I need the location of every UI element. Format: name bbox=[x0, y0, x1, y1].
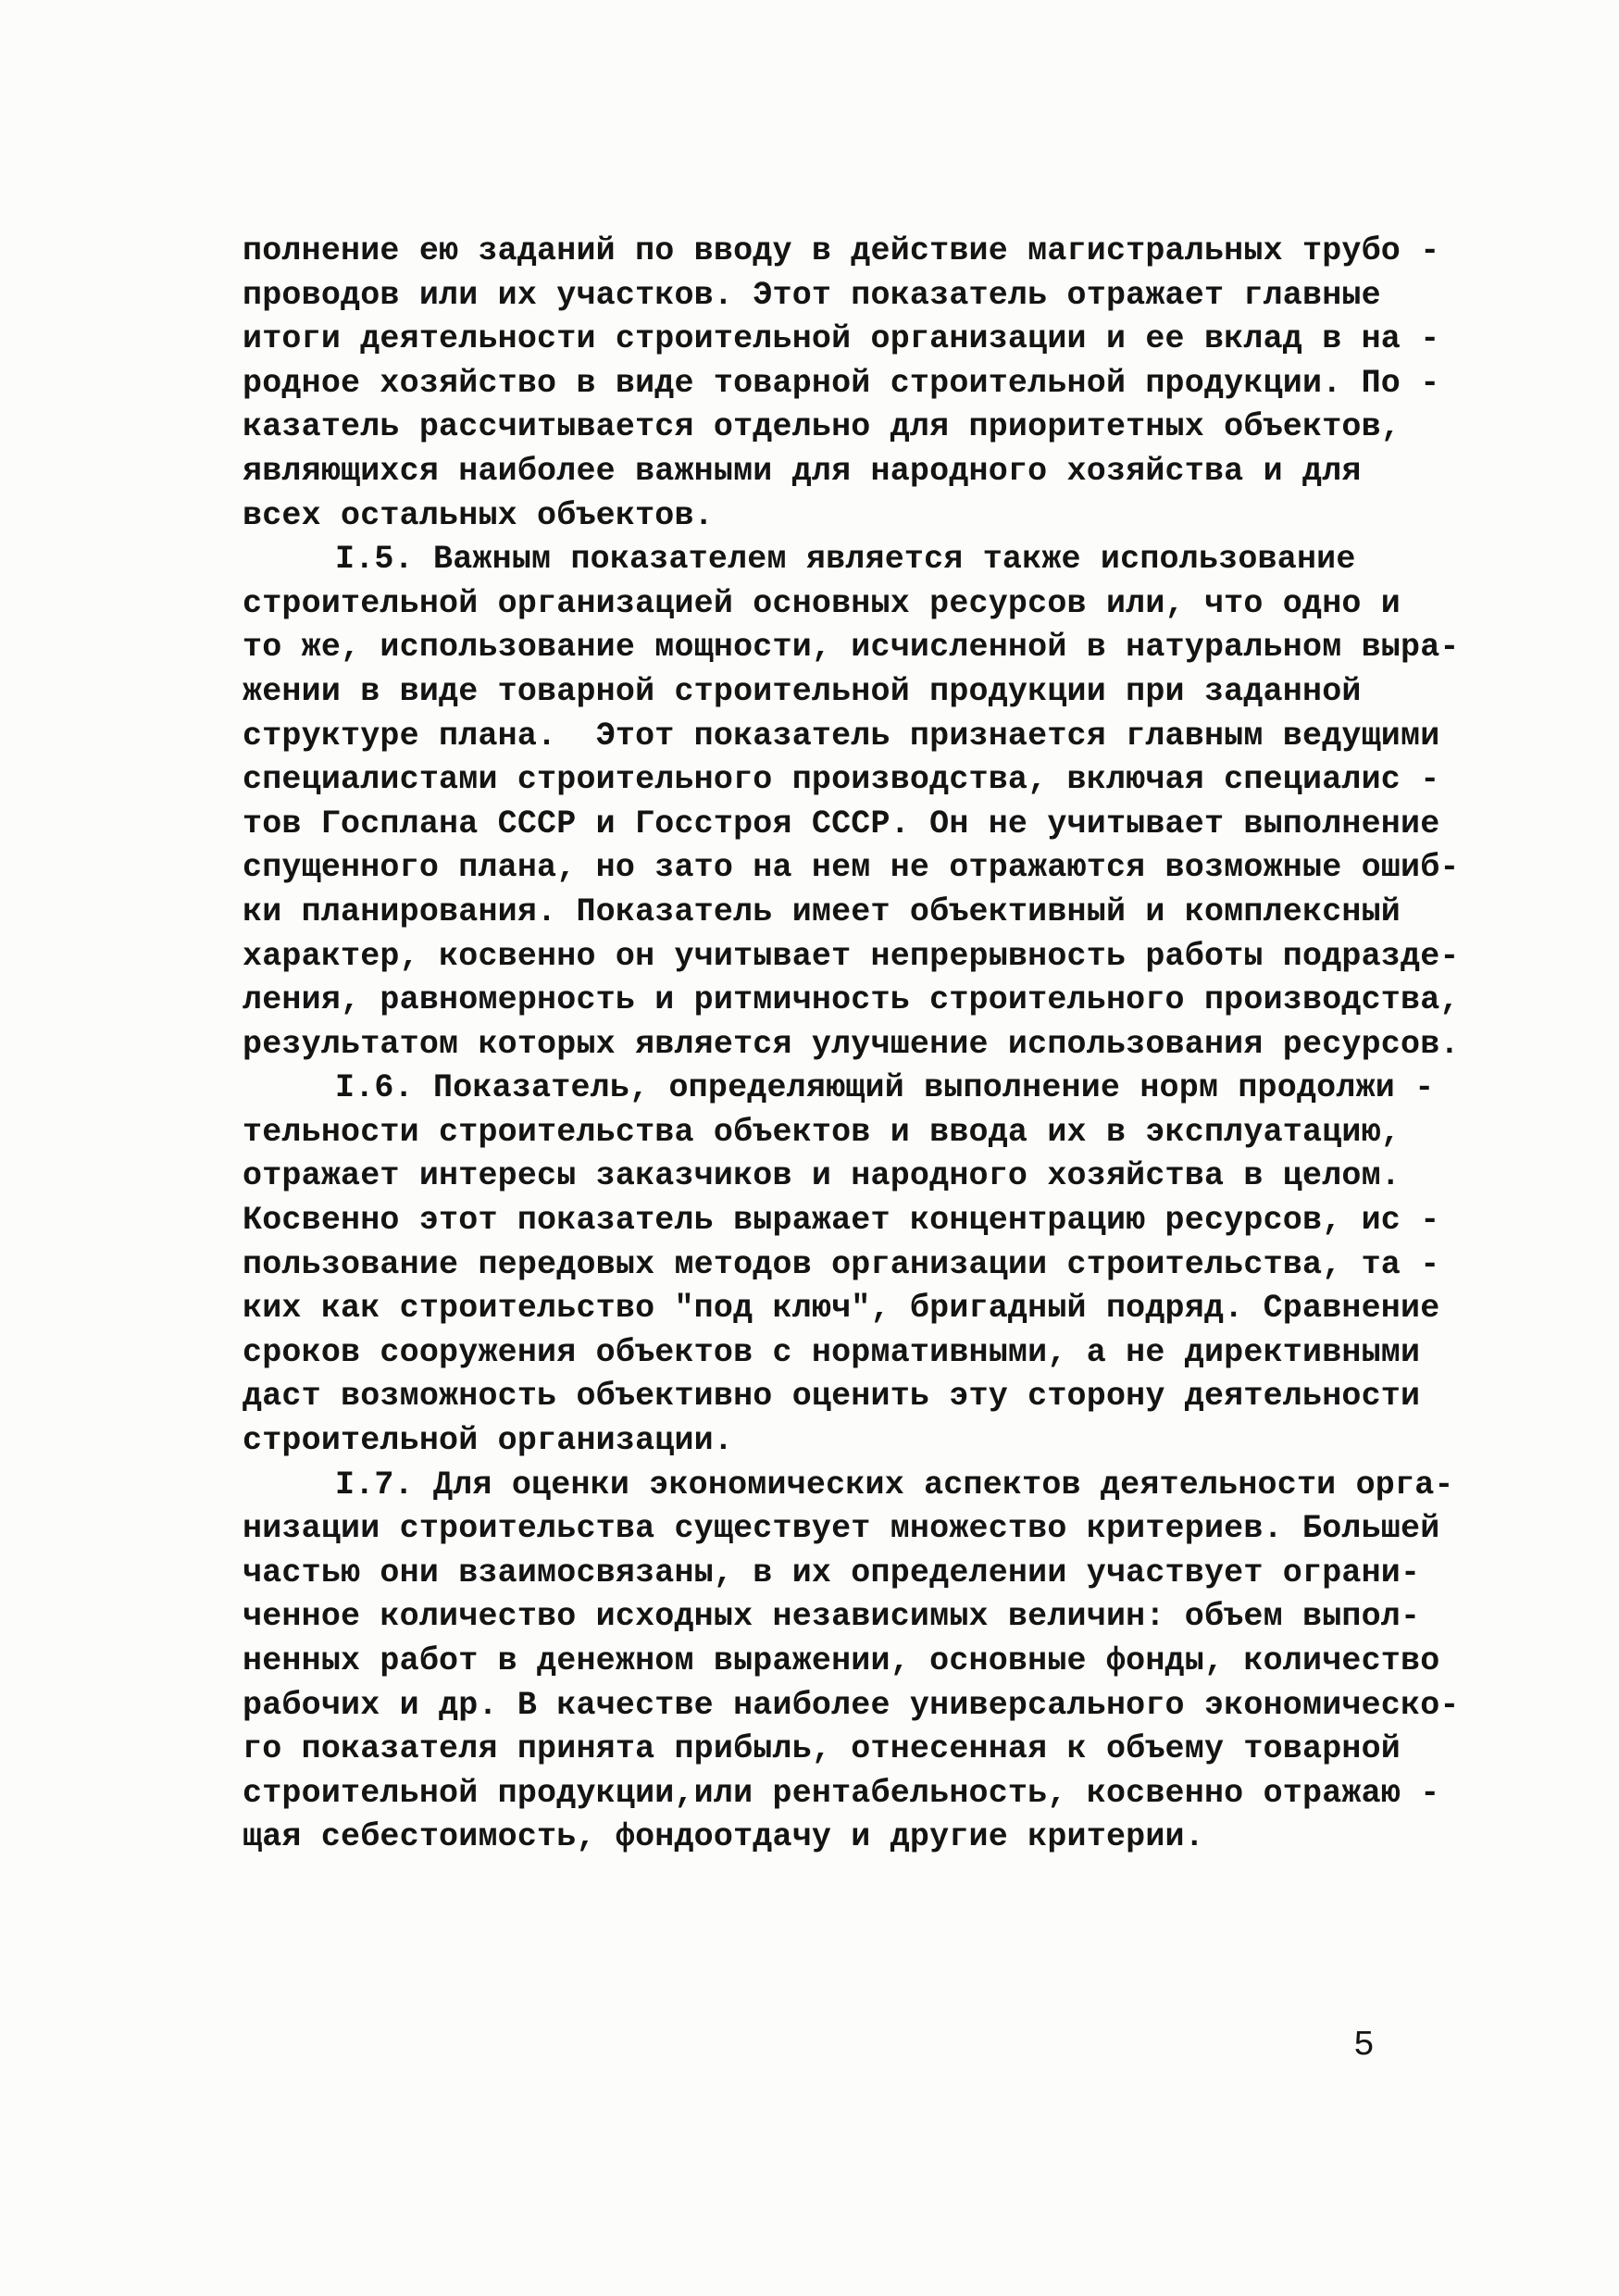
text-line: строительной организацией основных ресурсов или, что одно и bbox=[243, 584, 1401, 622]
text-line: жении в виде товарной строительной продукции при заданной bbox=[243, 672, 1362, 710]
text-line: ненных работ в денежном выражении, основные фонды, количество bbox=[243, 1642, 1440, 1679]
text-line: спущенного плана, но зато на нем не отражаются возможные ошиб- bbox=[243, 849, 1460, 887]
text-line: сроков сооружения объектов с нормативными, а не директивными bbox=[243, 1333, 1421, 1371]
body-text bbox=[243, 230, 1460, 1860]
text-line: являющихся наиболее важными для народного хозяйства и для bbox=[243, 452, 1362, 490]
text-line: I.7. Для оценки экономических аспектов деятельности орга- bbox=[335, 1466, 1454, 1504]
text-line: отражает интересы заказчиков и народного хозяйства в целом. bbox=[243, 1157, 1401, 1195]
text-line: специалистами строительного производства, включая специалис - bbox=[243, 761, 1440, 799]
text-line: пользование передовых методов организации строительства, та - bbox=[243, 1245, 1440, 1283]
text-line: ченное количество исходных независимых величин: объем выпол- bbox=[243, 1598, 1421, 1636]
text-line: то же, использование мощности, исчисленной в натуральном выра- bbox=[243, 629, 1460, 667]
text-line: ления, равномерность и ритмичность строительного производства, bbox=[243, 981, 1460, 1019]
text-line: итоги деятельности строительной организации и ее вклад в на - bbox=[243, 320, 1440, 358]
text-line: низации строительства существует множество критериев. Большей bbox=[243, 1510, 1440, 1548]
text-line: ких как строительство "под ключ", бригадный подряд. Сравнение bbox=[243, 1290, 1440, 1328]
text-line: щая себестоимость, фондоотдачу и другие критерии. bbox=[243, 1818, 1204, 1856]
page-number: 5 bbox=[1353, 2026, 1375, 2065]
text-line: тов Госплана СССР и Госстроя СССР. Он не учитывает выполнение bbox=[243, 805, 1440, 842]
text-line: результатом которых является улучшение использования ресурсов. bbox=[243, 1025, 1460, 1063]
text-line: Косвенно этот показатель выражает концентрацию ресурсов, ис - bbox=[243, 1202, 1440, 1240]
text-line: полнение ею заданий по вводу в действие магистральных трубо - bbox=[243, 232, 1440, 269]
text-line: даст возможность объективно оценить эту сторону деятельности bbox=[243, 1378, 1421, 1416]
text-line: тельности строительства объектов и ввода их в эксплуатацию, bbox=[243, 1113, 1401, 1151]
text-line: проводов или их участков. Этот показатель отражает главные bbox=[243, 276, 1381, 314]
text-line: всех остальных объектов. bbox=[243, 496, 714, 534]
text-line: I.5. Важным показателем является также использование bbox=[335, 541, 1356, 579]
text-line: строительной продукции,или рентабельность, косвенно отражаю - bbox=[243, 1774, 1440, 1812]
text-line: ки планирования. Показатель имеет объективный и комплексный bbox=[243, 892, 1401, 930]
text-line: структуре плана. Этот показатель признается главным ведущими bbox=[243, 717, 1440, 755]
text-line: родное хозяйство в виде товарной строительной продукции. По - bbox=[243, 364, 1440, 402]
text-line: строительной организации. bbox=[243, 1422, 734, 1460]
text-line: рабочих и др. В качестве наиболее универсального экономическо- bbox=[243, 1686, 1460, 1724]
text-line: го показателя принята прибыль, отнесенная к объему товарной bbox=[243, 1730, 1401, 1768]
text-line: I.6. Показатель, определяющий выполнение норм продолжи - bbox=[335, 1069, 1435, 1107]
text-line: казатель рассчитывается отдельно для приоритетных объектов, bbox=[243, 408, 1401, 446]
text-line: частью они взаимосвязаны, в их определении участвует ограни- bbox=[243, 1554, 1421, 1591]
text-line: характер, косвенно он учитывает непрерывность работы подразде- bbox=[243, 937, 1460, 975]
